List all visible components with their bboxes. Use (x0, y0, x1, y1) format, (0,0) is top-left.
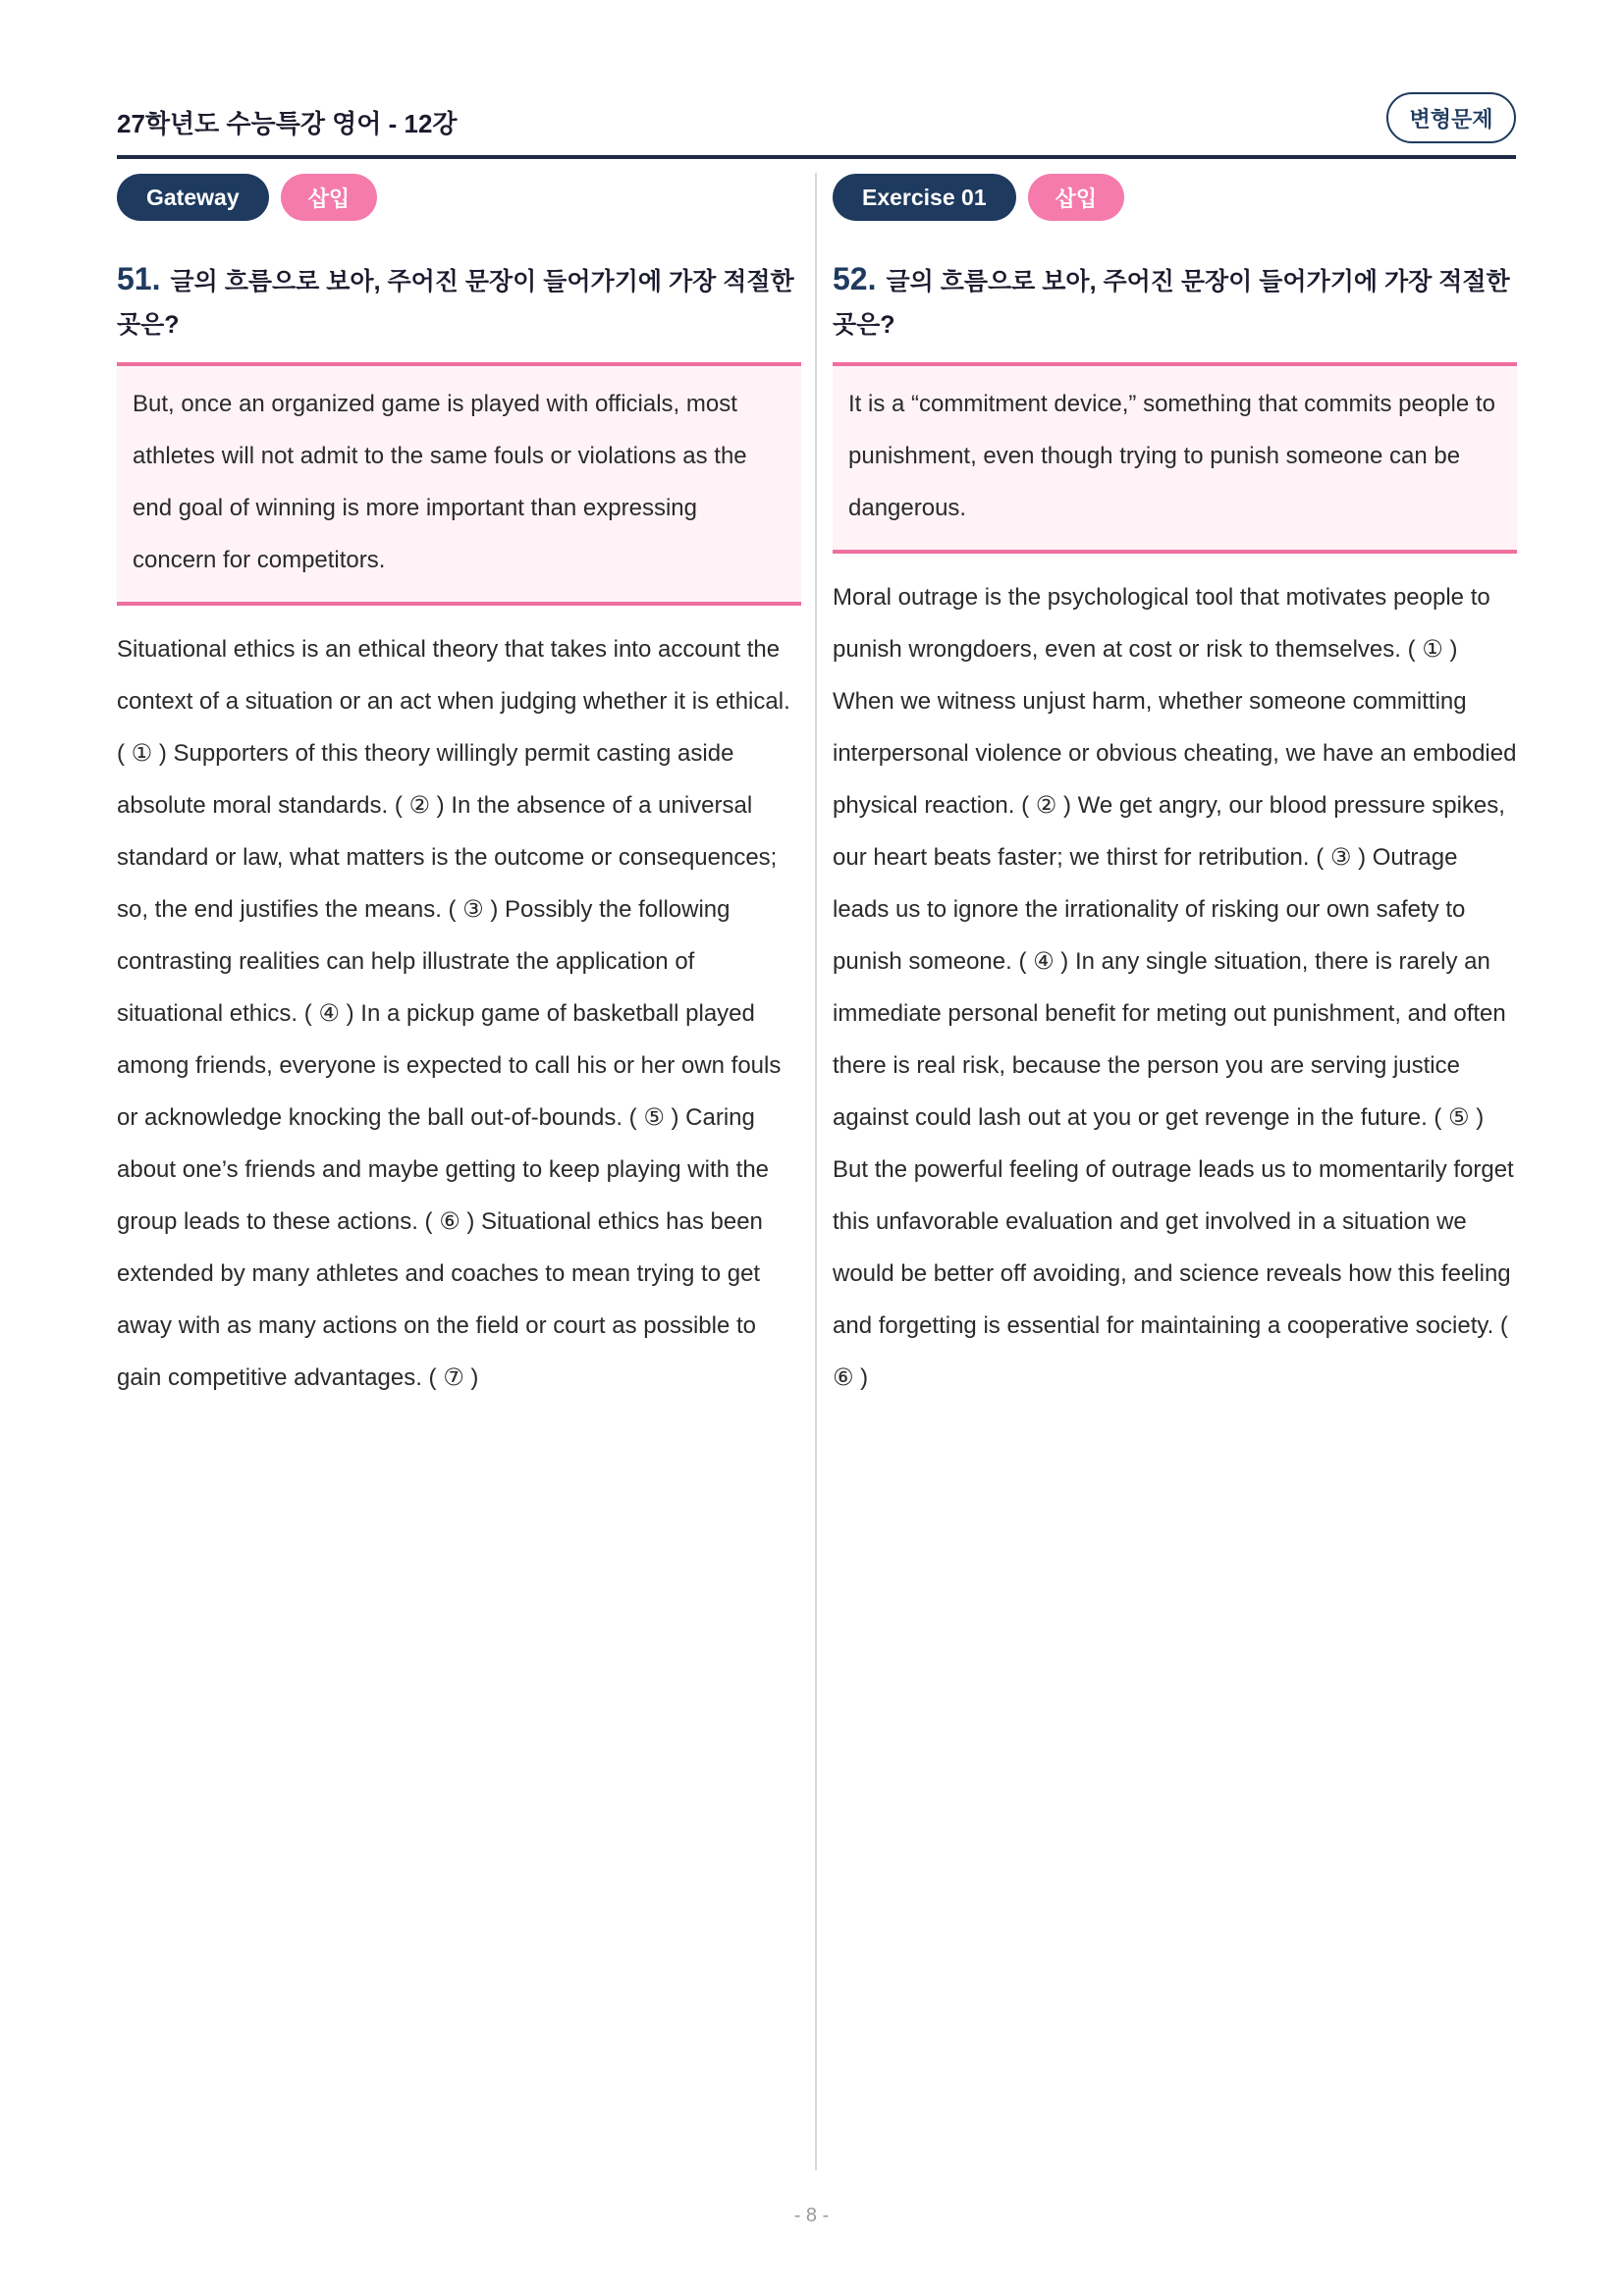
variant-problem-badge: 변형문제 (1386, 92, 1516, 143)
gateway-tag: Gateway (117, 174, 269, 221)
left-column (117, 173, 801, 1404)
right-tags (833, 173, 1517, 222)
question-number: 51. (117, 261, 161, 296)
passage-text: Situational ethics is an ethical theory that takes into account the context of a situation or an act when judging whether it is ethical. ( ① ) Supporters of this theory willingly permit casting aside absolute moral standards. ( ② ) In the absence of a universal standard or law, what matters is the outcome or consequences; so, the end justifies the means. ( ③ ) Possibly the following contrasting realities can help illustrate the application of situational ethics. ( ④ ) In a pickup game of basketball played among friends, everyone is expected to call his or her own fouls or acknowledge knocking the ball out-of-bounds. ( ⑤ ) Caring about one’s friends and maybe getting to keep playing with the group leads to these actions. ( ⑥ ) Situational ethics has been extended by many athletes and coaches to mean trying to get away with as many actions on the field or court as possible to gain competitive advantages. ( ⑦ ) (117, 636, 790, 1391)
right-column (833, 173, 1517, 1404)
question-number: 52. (833, 261, 877, 296)
question-52 (833, 257, 1517, 347)
given-sentence-box: But, once an organized game is played with officials, most athletes will not admit to the same fouls or violations as the end goal of winning is more important than expressing concern for competitors. (117, 362, 801, 606)
column-divider (815, 173, 817, 2170)
given-sentence-box: It is a “commitment device,” something that commits people to punishment, even though trying to punish someone can be dangerous. (833, 362, 1517, 554)
insertion-tag: 삽입 (281, 174, 378, 221)
document-title: 27학년도 수능특강 영어 - 12강 (117, 109, 458, 138)
exercise-tag: Exercise 01 (833, 174, 1016, 221)
question-text: 글의 흐름으로 보아, 주어진 문장이 들어가기에 가장 적절한 곳은? (117, 268, 794, 339)
question-text: 글의 흐름으로 보아, 주어진 문장이 들어가기에 가장 적절한 곳은? (833, 268, 1510, 339)
page-number: - 8 - (793, 2205, 830, 2226)
passage-text: Moral outrage is the psychological tool that motivates people to punish wrongdoers, even at cost or risk to themselves. ( ① ) When we witness unjust harm, whether someone committing interpersonal violence or obvious cheating, we have an embodied physical reaction. ( ② ) We get angry, our blood pressure spikes, our heart beats faster; we thirst for retribution. ( ③ ) Outrage leads us to ignore the irrationality of risking our own safety to punish someone. ( ④ ) In any single situation, there is rarely an immediate personal benefit for meting out punishment, and often there is real risk, because the person you are serving justice against could lash out at you or get revenge in the future. ( ⑤ ) But the powerful feeling of outrage leads us to momentarily forget this unfavorable evaluation and get involved in a situation we would be better off avoiding, and science reveals how this feeling and forgetting is essential for maintaining a cooperative society. ( ⑥ ) (833, 584, 1517, 1391)
left-tags (117, 173, 801, 222)
insertion-tag: 삽입 (1028, 174, 1125, 221)
question-51 (117, 257, 801, 347)
page-header (117, 90, 1516, 159)
header-divider (117, 155, 1516, 159)
